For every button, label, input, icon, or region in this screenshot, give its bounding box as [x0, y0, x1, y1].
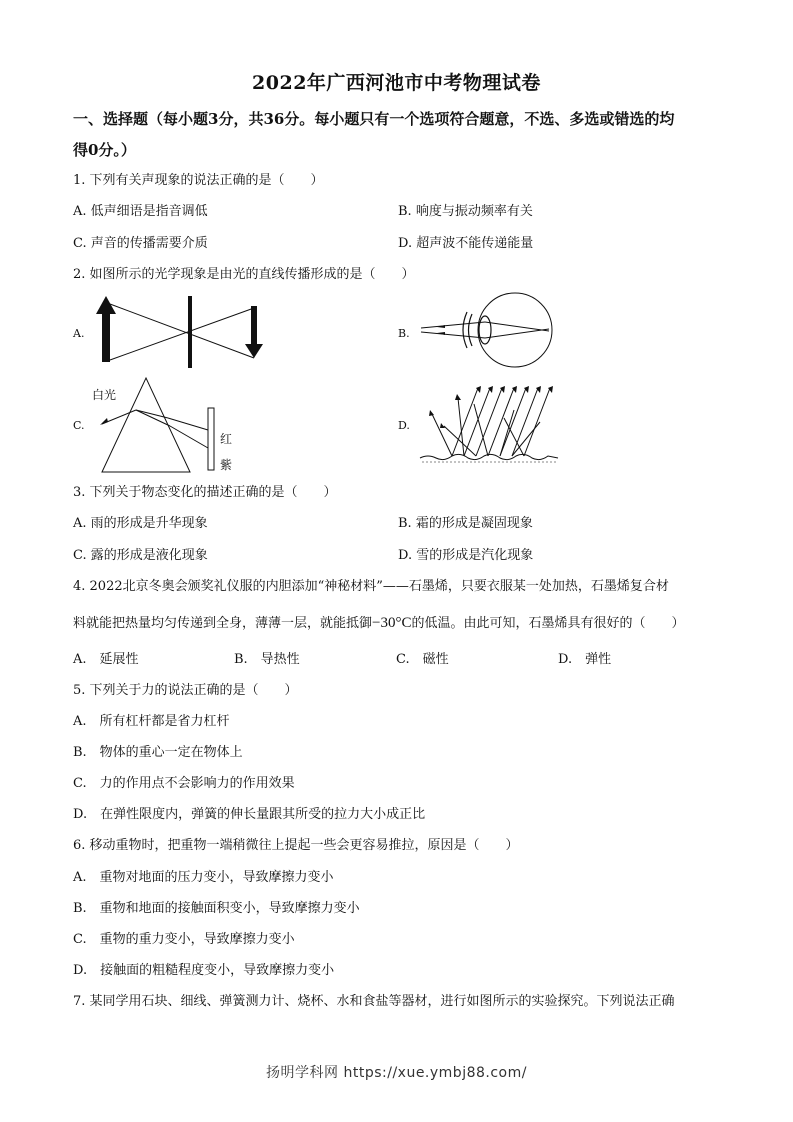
q4-option-c: C. 磁性	[396, 652, 449, 667]
section-heading	[73, 104, 733, 166]
section-heading-line2: 得0分。）	[73, 141, 136, 159]
reflected-rays	[432, 398, 540, 456]
q5-option-b: B. 物体的重心一定在物体上	[73, 745, 243, 760]
q2-option-a-label: A.	[73, 327, 85, 340]
white-light-label: 白光	[92, 388, 117, 402]
q3-option-d: D. 雪的形成是汽化现象	[398, 548, 534, 563]
screen	[208, 408, 214, 470]
purple-label: 紫	[220, 458, 233, 472]
q2-option-b-label: B.	[398, 327, 410, 340]
q5-option-d: D. 在弹性限度内，弹簧的伸长量跟其所受的拉力大小成正比	[73, 807, 426, 822]
q3-option-c: C. 露的形成是液化现象	[73, 548, 208, 563]
q2-stem: 2. 如图所示的光学现象是由光的直线传播形成的是（ ）	[73, 267, 415, 282]
q4-stem-line1: 4. 2022北京冬奥会颁奖礼仪服的内胆添加“神秘材料”——石墨烯，只要衣服某一处加热，石墨烯复合材	[73, 579, 669, 594]
q6-option-a: A. 重物对地面的压力变小，导致摩擦力变小	[73, 870, 334, 885]
q6-option-d: D. 接触面的粗糙程度变小，导致摩擦力变小	[73, 963, 335, 978]
eye-lens-figure	[415, 290, 555, 372]
refracted-ray-lower	[485, 329, 549, 338]
q1-option-b: B. 响度与振动频率有关	[398, 204, 533, 219]
ray-arrowheads	[429, 386, 553, 428]
q4-option-d: D. 弹性	[558, 652, 612, 667]
q3-stem: 3. 下列关于物态变化的描述正确的是（ ）	[73, 485, 337, 500]
pinhole-camera-figure	[90, 292, 270, 372]
q7-stem: 7. 某同学用石块、细线、弹簧测力计、烧杯、水和食盐等器材，进行如图所示的实验探究。下列说法正确	[73, 994, 675, 1009]
q3-option-a: A. 雨的形成是升华现象	[73, 516, 208, 531]
inverted-image-arrow-shaft	[251, 306, 257, 348]
red-label: 红	[220, 432, 233, 446]
q1-option-a: A. 低声细语是指音调低	[73, 204, 208, 219]
crystalline-lens	[479, 316, 491, 344]
q1-stem: 1. 下列有关声现象的说法正确的是（ ）	[73, 173, 324, 188]
q5-option-a: A. 所有杠杆都是省力杠杆	[73, 714, 230, 729]
cornea-inner-curve	[469, 314, 473, 346]
q1-option-d: D. 超声波不能传递能量	[398, 236, 534, 251]
q5-stem: 5. 下列关于力的说法正确的是（ ）	[73, 683, 298, 698]
q4-stem-line2	[73, 614, 685, 633]
q2-option-d-label: D.	[398, 419, 410, 432]
page-title: 2022年广西河池市中考物理试卷	[252, 72, 541, 94]
rough-surface	[420, 454, 558, 459]
q4-option-a: A. 延展性	[73, 652, 139, 667]
refracted-ray-upper	[485, 322, 549, 331]
ray-bottom	[110, 308, 254, 360]
q6-option-c: C. 重物的重力变小，导致摩擦力变小	[73, 932, 295, 947]
incident-rays	[452, 388, 550, 456]
diffuse-reflection-figure	[418, 382, 560, 466]
white-light-arrow	[100, 418, 108, 425]
cornea-curve	[463, 312, 467, 348]
q4-stem-line2-start: 料就能把热量均匀传递到全身，薄薄一层，就能抵御	[73, 616, 373, 631]
q1-option-c: C. 声音的传播需要介质	[73, 236, 208, 251]
ray-top	[110, 304, 254, 358]
upright-object-arrow-shaft	[102, 310, 110, 362]
q2-option-c-label: C.	[73, 419, 85, 432]
purple-ray	[170, 426, 208, 448]
q5-option-c: C. 力的作用点不会影响力的作用效果	[73, 776, 295, 791]
q4-stem-line2-end: 的低温。由此可知，石墨烯具有很好的（ ）	[411, 616, 685, 631]
section-heading-line1: 一、选择题（每小题3分，共36分。每小题只有一个选项符合题意，不选、多选或错选的均	[73, 110, 675, 128]
page-footer: 扬明学科网 https://xue.ymbj88.com/	[266, 1065, 527, 1081]
incoming-ray-lower	[421, 332, 485, 338]
q6-stem: 6. 移动重物时，把重物一端稍微往上提起一些会更容易推拉，原因是（ ）	[73, 838, 519, 853]
q4-option-b: B. 导热性	[234, 652, 300, 667]
incoming-ray-upper	[421, 322, 485, 328]
q3-option-b: B. 霜的形成是凝固现象	[398, 516, 533, 531]
q6-option-b: B. 重物和地面的接触面积变小，导致摩擦力变小	[73, 901, 360, 916]
q4-temperature: −30°C	[372, 615, 412, 631]
